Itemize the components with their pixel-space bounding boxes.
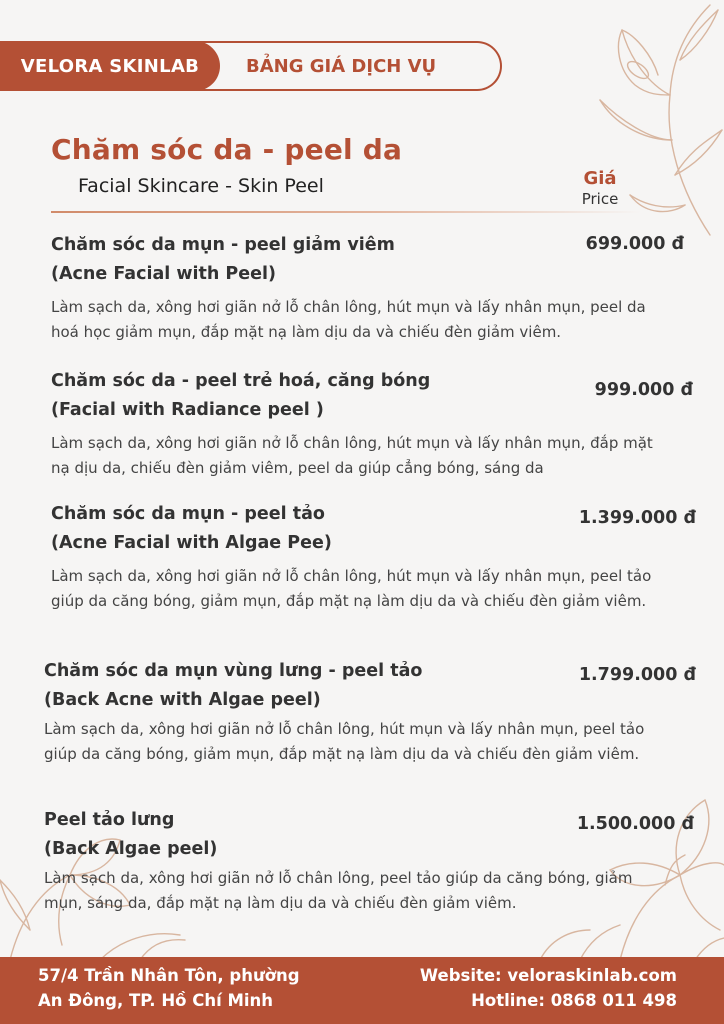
footer-address-line1: 57/4 Trần Nhân Tôn, phường <box>38 966 300 985</box>
footer-website[interactable]: Website: veloraskinlab.com <box>419 966 677 985</box>
brand-logo: VELORA SKINLAB <box>0 41 220 91</box>
service-name-en: (Acne Facial with Algae Pee) <box>51 533 332 553</box>
section-subtitle: Facial Skincare - Skin Peel <box>78 175 324 197</box>
price-label-en: Price <box>581 190 619 208</box>
service-price: 999.000 đ <box>594 380 693 400</box>
service-name: Peel tảo lưng <box>44 810 175 830</box>
service-description: Làm sạch da, xông hơi giãn nở lỗ chân lông, hút mụn và lấy nhân mụn, peel tảo giúp da căng bóng, giảm mụn, đắp mặt nạ làm dịu da và chiếu đèn giảm viêm. <box>44 720 645 763</box>
service-name: Chăm sóc da mụn - peel giảm viêm <box>51 235 395 255</box>
price-label: Giá <box>583 168 617 189</box>
service-price: 1.500.000 đ <box>576 814 694 834</box>
service-item <box>44 806 694 915</box>
service-price: 1.399.000 đ <box>578 508 696 528</box>
service-name-en: (Acne Facial with Peel) <box>51 264 276 284</box>
section-divider <box>51 211 641 213</box>
service-description: Làm sạch da, xông hơi giãn nở lỗ chân lông, hút mụn và lấy nhân mụn, peel tảo giúp da căng bóng, giảm mụn, đắp mặt nạ làm dịu da và chiếu đèn giảm viêm. <box>51 567 652 610</box>
footer-bar <box>0 957 724 1024</box>
service-description: Làm sạch da, xông hơi giãn nở lỗ chân lông, peel tảo giúp da căng bóng, giảm mụn, sáng da, đắp mặt nạ làm dịu da và chiếu đèn giảm viêm. <box>44 869 633 912</box>
section-title: Chăm sóc da - peel da <box>51 133 403 166</box>
service-name-en: (Facial with Radiance peel ) <box>51 400 324 420</box>
service-price: 699.000 đ <box>585 234 684 254</box>
service-item <box>44 657 696 766</box>
service-description: Làm sạch da, xông hơi giãn nở lỗ chân lông, hút mụn và lấy nhân mụn, peel da hoá học giảm mụn, đắp mặt nạ làm dịu da và chiếu đèn giảm viêm. <box>51 298 646 341</box>
service-name: Chăm sóc da mụn vùng lưng - peel tảo <box>44 661 423 681</box>
service-item <box>51 231 684 344</box>
footer-address-line2: An Đông, TP. Hồ Chí Minh <box>38 991 274 1010</box>
service-name: Chăm sóc da mụn - peel tảo <box>51 504 325 524</box>
service-item <box>51 367 693 480</box>
service-name-en: (Back Algae peel) <box>44 839 218 859</box>
header-title: BẢNG GIÁ DỊCH VỤ <box>246 55 437 77</box>
price-column-header <box>560 168 640 208</box>
footer-hotline[interactable]: Hotline: 0868 011 498 <box>471 991 677 1010</box>
service-description: Làm sạch da, xông hơi giãn nở lỗ chân lông, hút mụn và lấy nhân mụn, đắp mặt nạ dịu da, chiếu đèn giảm viêm, peel da giúp cẳng bóng, sáng da <box>51 434 653 477</box>
service-price: 1.799.000 đ <box>578 665 696 685</box>
service-name-en: (Back Acne with Algae peel) <box>44 690 321 710</box>
service-item <box>51 500 696 613</box>
service-name: Chăm sóc da - peel trẻ hoá, căng bóng <box>51 371 431 391</box>
